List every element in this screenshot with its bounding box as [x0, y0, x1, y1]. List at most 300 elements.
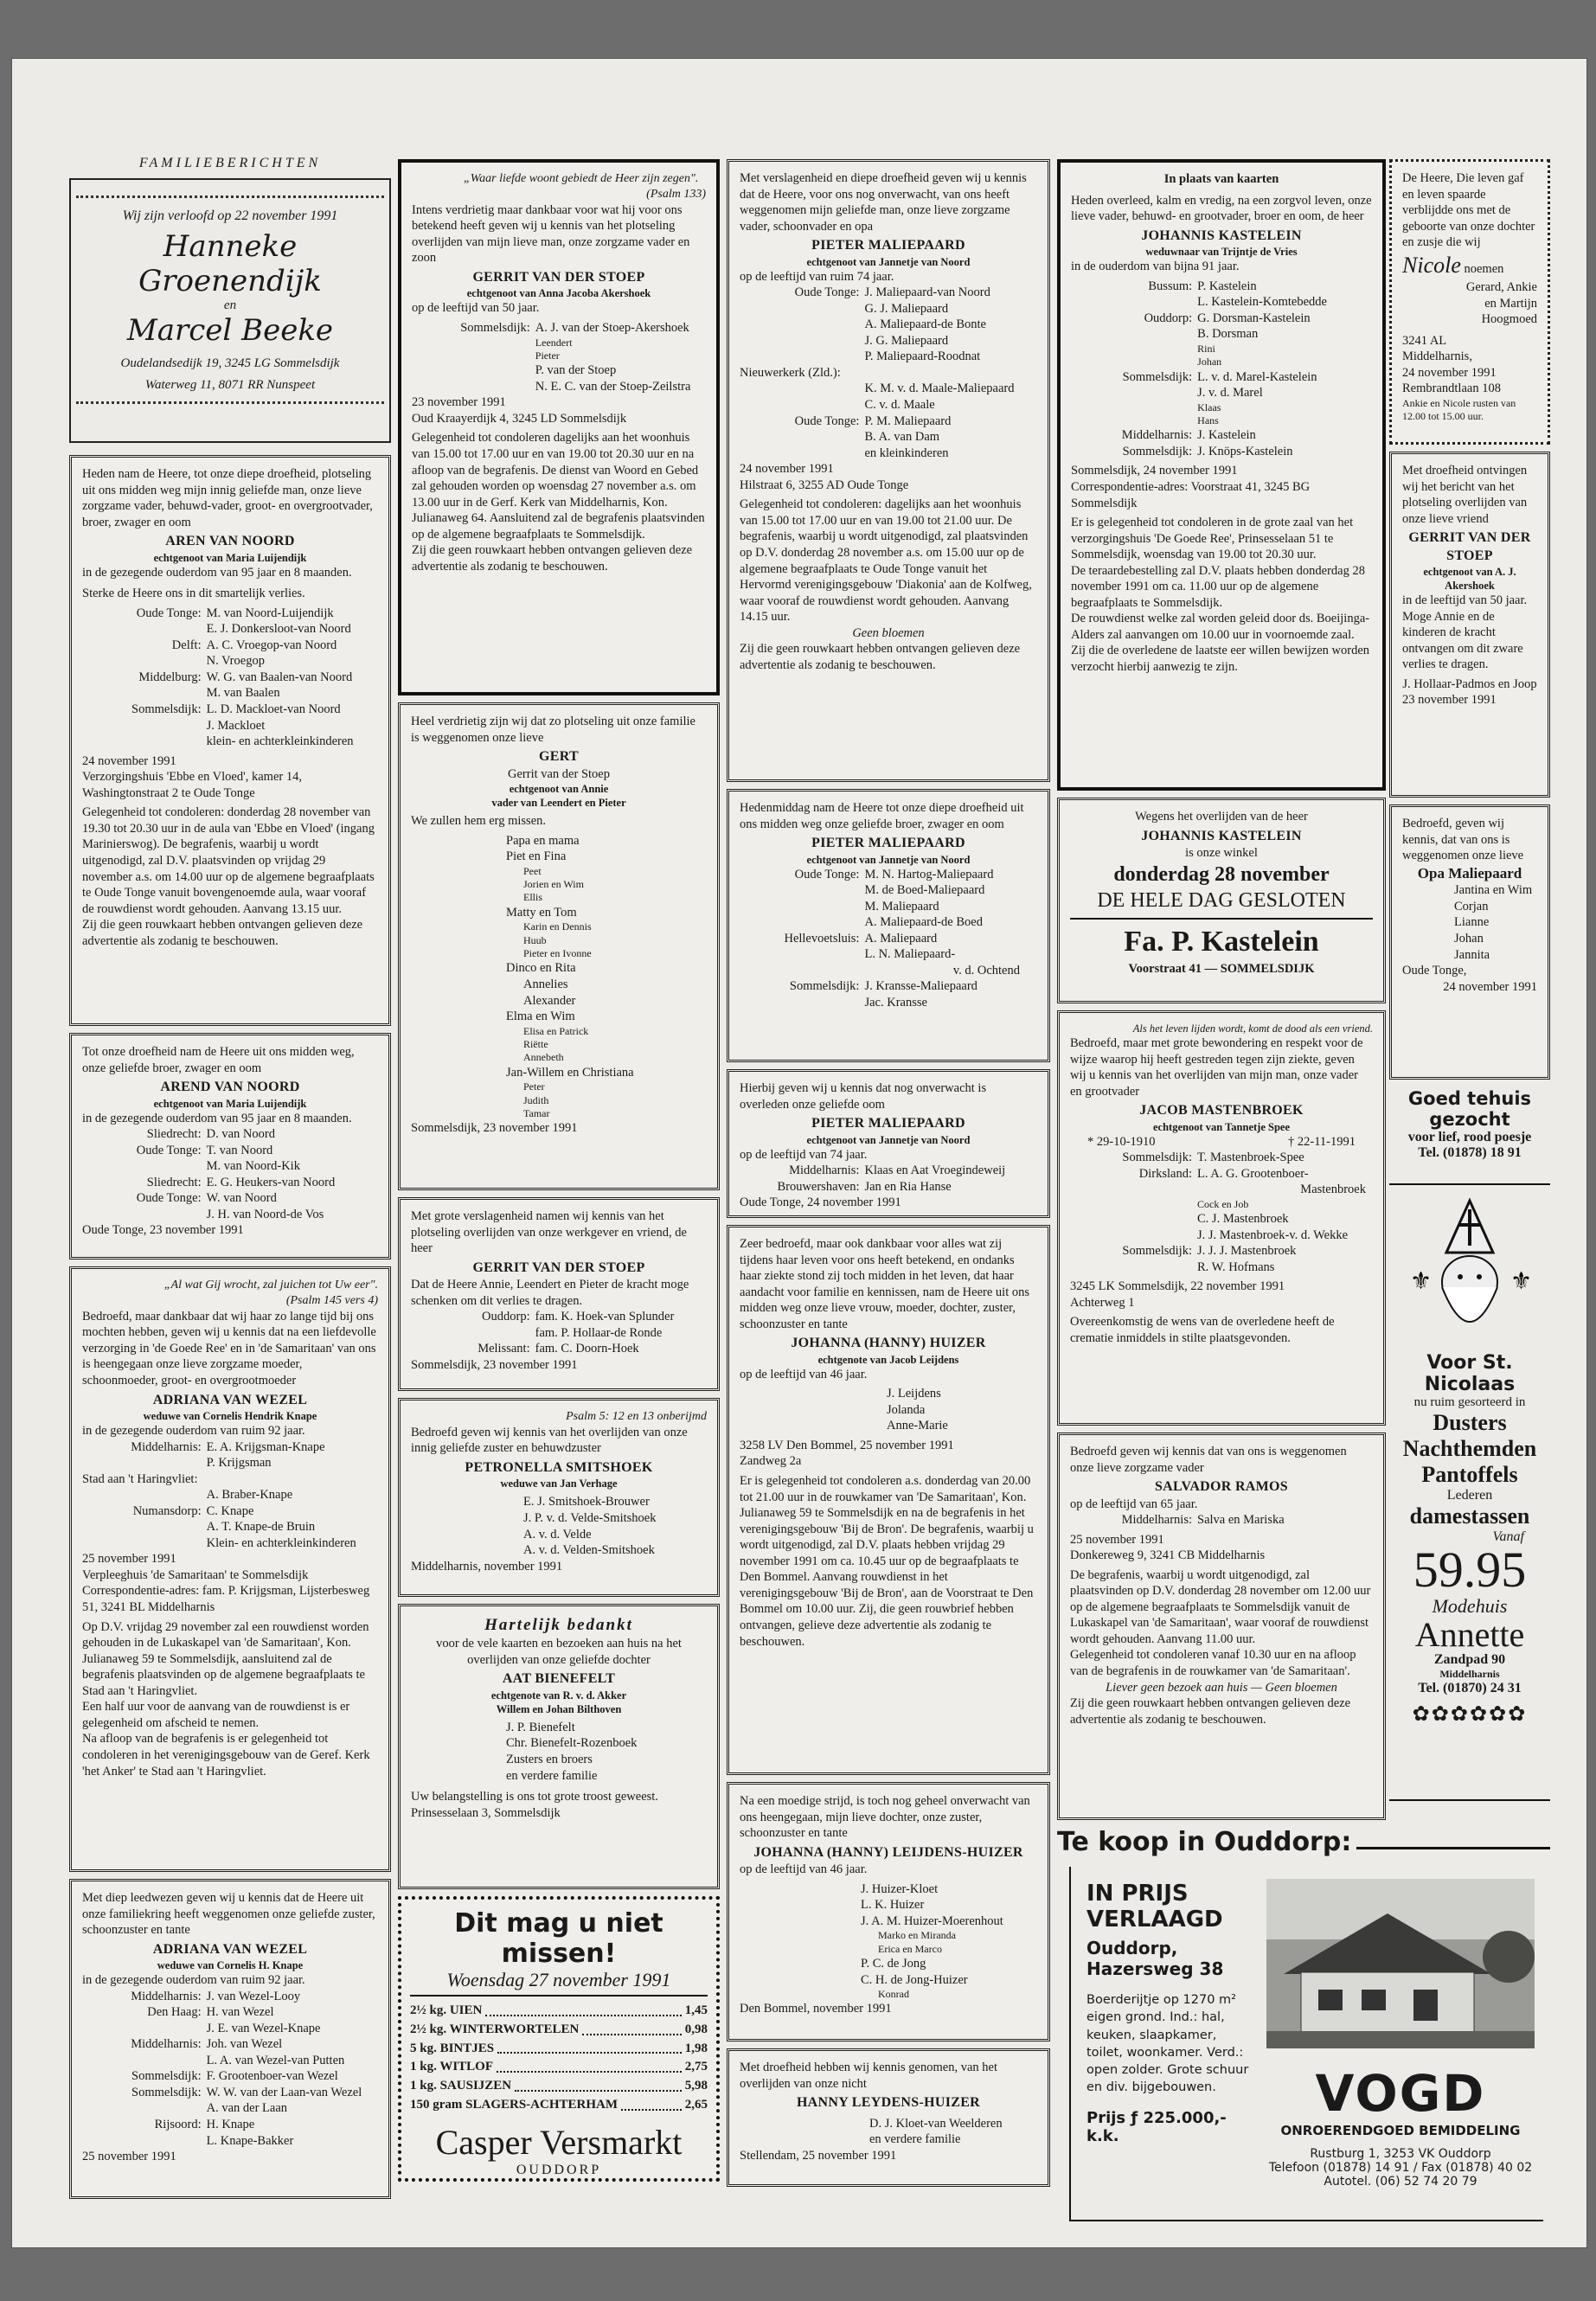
address-line-2: Zandweg 2a: [740, 1454, 802, 1469]
relative-row: Oude Tonge: P. M. Maliepaard: [794, 413, 952, 428]
obituary-aren-van-noord: [69, 455, 391, 1026]
relative-row: M. de Boed-Maliepaard: [864, 883, 985, 898]
relative-row: C. v. d. Maale: [864, 398, 935, 413]
deceased-name: PETRONELLA SMITSHOEK: [465, 1460, 653, 1475]
engagement-intro: Wij zijn verloofd op 22 november 1991: [122, 208, 338, 223]
relative-row: J. G. Maliepaard: [864, 333, 949, 348]
closing-text: Zij die geen rouwkaart hebben ontvangen gelieven deze advertentie als zodanig te beschouwen.: [1070, 1696, 1351, 1727]
relative-row: Nieuwerkerk (Zld.):: [740, 365, 841, 380]
relative-row: J. v. d. Marel: [1197, 386, 1263, 401]
relative-row: Brouwershaven: Jan en Ria Hanse: [777, 1179, 952, 1194]
spouse-line: weduwnaar van Trijntje de Vries: [1145, 246, 1298, 259]
date-line: 25 november 1991: [82, 2150, 176, 2164]
father-line: vader van Leendert en Pieter: [491, 797, 626, 810]
thanks-title: Hartelijk bedankt: [484, 1616, 633, 1634]
quote-header: Als het leven lijden wordt, komt de dood als een vriend.: [1132, 1022, 1373, 1035]
closing-text: Zij die geen rouwkaart hebben ontvangen gelieven deze advertentie als zodanig te beschouwen.: [740, 642, 1021, 672]
obituary-opa-maliepaard: Bedroefd, geven wij kennis, dat van ons is weggenomen onze lieve Opa Maliepaard Jantina en Wim Corjan Lianne Johan Jannita Oude Tonge, 24 november 1991: [1389, 804, 1550, 1080]
relative-row: Oude Tonge: J. Maliepaard-van Noord: [794, 285, 990, 300]
relative-row: Sommelsdijk: W. W. van der Laan-van Wezel: [131, 2085, 362, 2099]
relative-row: Middelharnis: Joh. van Wezel: [131, 2037, 283, 2052]
shop-name: Casper Versmarkt: [435, 2122, 683, 2162]
notice-line: is onze winkel: [1185, 846, 1258, 861]
engagement-announcement: [69, 178, 391, 443]
obituary-arend-van-noord: [69, 1033, 391, 1259]
brand-phone: Telefoon (01878) 14 91 / Fax (01878) 40 02: [1268, 2161, 1533, 2175]
product-row: [410, 2021, 708, 2040]
info-text: De teraardebestelling zal D.V. plaats hebben donderdag 28 november 1991 om ca. 11.00 uur op de algemene begraafplaats te Sommelsdijk.: [1071, 563, 1365, 610]
info-text: Op D.V. vrijdag 29 november zal een rouwdienst worden gehouden in de Lukaskapel van 'de Samaritaan', Kon. Julianaweg 59 te Sommelsdijk, aansluitend zal de begrafenis plaatsvinden op de algemene begraafplaats te Stad aan 't Haringvliet.: [82, 1619, 369, 1698]
product-3: Pantoffels: [1421, 1462, 1518, 1487]
info-text: Overeenkomstig de wens van de overledene heeft de crematie inmiddels in stilte plaatsgevonden.: [1070, 1315, 1335, 1346]
age-line: in de ouderdom van bijna 91 jaar.: [1071, 260, 1240, 274]
birth-text: De Heere, Die leven gaf en leven spaarde verblijdde ons met de geboorte van onze dochter en zusje die wij: [1402, 171, 1535, 250]
relative-row: M. van Noord-Kik: [206, 1159, 300, 1174]
deceased-name: JACOB MASTENBROEK: [1139, 1103, 1304, 1118]
relative-row: Middelburg: W. G. van Baalen-van Noord: [138, 670, 353, 684]
relative-row: Dirksland: L. A. G. Grootenboer-: [1138, 1166, 1309, 1181]
product-label: 2½ kg. UIEN: [410, 2003, 483, 2017]
date-line-2: 24 november 1991: [1443, 979, 1537, 994]
relative-row: P. Maliepaard-Roodnat: [864, 349, 981, 364]
relative-row: Sommelsdijk: J. Knöps-Kastelein: [1122, 444, 1293, 458]
relative-row: Oude Tonge: M. van Noord-Luijendijk: [136, 606, 334, 620]
obituary-text: Heden overleed, kalm en vredig, na een zorgvol leven, onze lieve vader, behuwd- en grootvader, broer en oom, de heer: [1071, 193, 1372, 224]
ad-subtitle: nu ruim gesorteerd in: [1413, 1395, 1526, 1409]
spouse-line: echtgenoot van Jannetje van Noord: [806, 255, 971, 268]
relative-row: Rijsoord: H. Knape: [154, 2118, 255, 2132]
relative-row: Stad aan 't Haringvliet:: [82, 1471, 198, 1486]
relative-row: Oude Tonge: T. van Noord: [136, 1143, 273, 1157]
relative-row: K. M. v. d. Maale-Maliepaard: [864, 381, 1015, 396]
info-text: Gelegenheid tot condoleren vanaf 10.30 uur en na afloop van de begrafenis in de rouwkamer van 'de Samaritaan'.: [1070, 1648, 1356, 1679]
spouse-line: echtgenoot van Jannetje van Noord: [806, 853, 971, 866]
price-prefix: Vanaf: [1492, 1529, 1524, 1544]
deceased-name: ADRIANA VAN WEZEL: [152, 1392, 308, 1407]
info-text: De rouwdienst welke zal worden geleid door ds. Boeijinga-Alders zal aanvangen om 10.00 uur in voornoemde zaal.: [1071, 612, 1370, 642]
relative-row: Jac. Kransse: [864, 995, 927, 1009]
relative-row: Leendert: [535, 336, 573, 349]
spouse-line: echtgenoot van Maria Luijendijk: [153, 551, 307, 564]
product-price: 5,98: [684, 2079, 708, 2093]
obituary-text-2: Dat de Heere Annie, Leendert en Pieter de kracht moge schenken om dit verlies te dragen.: [411, 1278, 689, 1308]
deceased-name: GERRIT VAN DER STOEP: [1408, 530, 1531, 563]
obituary-text: Met diep leedwezen geven wij u kennis dat de Heere uit onze familiekring heeft weggenomen onze geliefde zuster, schoonzuster en tante: [82, 1891, 375, 1938]
visiting-hours: Ankie en Nicole rusten van 12.00 tot 15.00 uur.: [1402, 396, 1516, 423]
deceased-name: PIETER MALIEPAARD: [811, 238, 965, 253]
relative-row: Hans: [1197, 414, 1219, 427]
address-line: Hazersweg 38: [1086, 1958, 1224, 1979]
relative-row: v. d. Ochtend: [952, 963, 1020, 977]
info-text: Na afloop van de begrafenis is er gelegenheid tot condoleren in het verenigingsgebouw van de Geref. Kerk 'het Anker' te Stad aan 't Haringvliet.: [82, 1732, 370, 1779]
children-line: Willem en Johan Bilthoven: [496, 1702, 622, 1715]
price: 59.95: [1413, 1541, 1527, 1598]
address-line: Prinsesselaan 3, Sommelsdijk: [411, 1805, 561, 1820]
relative-row: A. T. Knape-de Bruin: [206, 1520, 316, 1535]
age-line: op de leeftijd van 65 jaar.: [1070, 1497, 1198, 1511]
section-title: FAMILIEBERICHTEN: [138, 156, 322, 170]
relative-row: B. Dorsman: [1197, 327, 1259, 342]
relative-row: Middelharnis: E. A. Krijgsman-Knape: [131, 1439, 325, 1454]
product-row: [410, 2096, 708, 2115]
obituary-adriana-van-wezel-family: [69, 1879, 391, 2199]
ad-title: Dit mag u niet missen!: [454, 1908, 663, 1969]
obituary-hanny-niece: Met droefheid hebben wij kennis genomen, van het overlijden van onze nicht HANNY LEYDENS-HUIZER D. J. Kloet-van Weelderen en verdere familie Stellendam, 25 november 1991: [727, 2048, 1050, 2187]
relative-row: Ouddorp: G. Dorsman-Kastelein: [1144, 311, 1311, 325]
nb-line: Geen bloemen: [852, 625, 925, 640]
shop-name-2: Annette: [1414, 1615, 1525, 1654]
shop-closed-notice: [1057, 798, 1386, 1003]
relative-row: Mastenbroek: [1300, 1183, 1366, 1197]
relative-row: L. N. Maliepaard-: [864, 947, 956, 962]
bible-quote: „Waar liefde woont gebiedt de Heer zijn zegen".: [464, 172, 699, 185]
obituary-text: Zeer bedroefd, maar ook dankbaar voor alles wat zij tijdens haar leven voor ons heeft betekend, en ondanks haar ziekte stond zij toch midden in het leven, dat haar aandacht voor familie en kennissen, nam de Heere uit ons midden weg onze lieve vrouw, moeder, dochter, zuster, schoonzuster en tante: [740, 1237, 1029, 1331]
date-line: 25 november 1991: [1070, 1532, 1164, 1547]
engagement-name-1: Hanneke Groenendijk: [138, 229, 322, 298]
spouse-line: echtgenoot van Anna Jacoba Akershoek: [466, 287, 651, 300]
relative-row: Sommelsdijk: A. J. van der Stoep-Akershoek: [460, 321, 689, 336]
ad-header: In plaats van kaarten: [1163, 172, 1279, 186]
thanks-footer: Uw belangstelling is ons tot grote troost geweest.: [411, 1790, 658, 1804]
obituary-text: Met droefheid hebben wij kennis genomen, van het overlijden van onze nicht: [740, 2061, 997, 2091]
relative-row: R. W. Hofmans: [1197, 1259, 1275, 1274]
ad-title: Goed tehuis gezocht: [1407, 1088, 1532, 1130]
signature-line: J. Hollaar-Padmos en Joop: [1402, 676, 1537, 691]
shop-name: Fa. P. Kastelein: [1124, 926, 1319, 958]
obituary-text: Na een moedige strijd, is toch nog geheel onverwacht van ons heengegaan, mijn lieve dochter, onze zuster, schoonzuster en tante: [740, 1794, 1030, 1841]
relative-row: Klaas: [1197, 401, 1221, 413]
death-date: † 22-11-1991: [1288, 1134, 1356, 1149]
date-line: 25 november 1991: [82, 1552, 176, 1567]
shop-name-1: Modehuis: [1432, 1595, 1508, 1617]
deceased-name: SALVADOR RAMOS: [1154, 1479, 1288, 1495]
casper-versmarkt-ad: [398, 1896, 720, 2182]
obituary-text: Met droefheid ontvingen wij het bericht van het plotseling overlijden van onze lieve vriend: [1402, 464, 1528, 526]
product-list: [410, 2002, 708, 2115]
info-text: Gelegenheid tot condoleren: dagelijks aan het woonhuis van 15.00 tot 17.00 uur en van 19.00 tot 21.00 uur. De begrafenis, waarbij u wordt uitgenodigd, zal plaatsvinden op D.V. donderdag 28 november a.s. om 15.00 uur op de algemene begraafplaats te Oude Tonge vanuit het Hervormd verenigingsgebouw 'Diakonia' aan de Kolfweg, waar vooraf de rouwdienst wordt gehouden. Aanvang 14.15 uur.: [740, 497, 1032, 625]
date-line: 23 november 1991: [1402, 693, 1497, 708]
age-line: op de leeftijd van 46 jaar.: [740, 1367, 868, 1381]
obituary-text: Hierbij geven wij u kennis dat nog onverwacht is overleden onze geliefde oom: [740, 1081, 987, 1112]
relative-row: J. Mackloet: [206, 718, 266, 733]
relative-row: Pieter: [535, 349, 560, 362]
obituary-gert: [398, 702, 720, 1190]
thanks-text: voor de vele kaarten en bezoeken aan huis na het overlijden van onze geliefde dochter: [436, 1637, 682, 1667]
address-line: Donkereweg 9, 3241 CB Middelharnis: [1070, 1548, 1266, 1563]
relative-row: M. Maliepaard: [864, 899, 939, 913]
ad-text: voor lief, rood poesje: [1407, 1130, 1532, 1144]
deceased-name: GERT: [539, 749, 579, 765]
product-price: 1,45: [684, 2003, 708, 2017]
product-price: 2,65: [684, 2097, 708, 2112]
spouse-line: echtgenoot van Tannetje Spee: [1153, 1120, 1290, 1133]
sinterklaas-illustration: [1389, 1192, 1550, 1348]
engagement-and: en: [223, 298, 237, 312]
product-4: damestassen: [1409, 1503, 1530, 1529]
property-price: Prijs ƒ 225.000,- k.k.: [1086, 2108, 1227, 2145]
deceased-name: PIETER MALIEPAARD: [811, 1116, 965, 1131]
obituary-petronella-smitshoek: Psalm 5: 12 en 13 onberijmd Bedroefd geven wij kennis van het overlijden van onze innig geliefde zuster en behuwdzuster PETRONELLA SMITSHOEK weduwe van Jan Verhage E. J. Smitshoek-Brouwer J. P. v. d. Velde-Smitshoek A. v. d. Velde A. v. d. Velden-Smitshoek Middelharnis, november 1991: [398, 1398, 720, 1597]
obituary-text: Bedroefd geven wij kennis van het overlijden van onze innig geliefde zuster en behuwdzuster: [411, 1425, 688, 1456]
product-label: 1 kg. SAUSIJZEN: [410, 2079, 512, 2093]
obituary-maliepaard-siblings: [727, 789, 1050, 1062]
place-line: Ouddorp,: [1086, 1938, 1178, 1958]
closing-text: Zij die geen rouwkaart hebben ontvangen gelieven deze advertentie als zodanig te beschouwen.: [412, 543, 693, 574]
ad-date: Woensdag 27 november 1991: [410, 1969, 708, 1997]
relative-row: J. H. van Noord-de Vos: [206, 1207, 324, 1221]
product-label: 150 gram SLAGERS-ACHTERHAM: [410, 2097, 619, 2112]
obituary-text: Bedroefd, maar dankbaar dat wij haar zo lange tijd bij ons mochten hebben, geven wij u kennis dat na een liefdevolle verzorging in 'de Goede Ree' en in 'de Samaritaan' van ons is heengegaan onze lieve zorgzame moeder, schoonmoeder, groot- en overgrootmoeder: [82, 1309, 376, 1388]
relative-row: Middelharnis: J. van Wezel-Looy: [131, 1989, 301, 2003]
ad-title: Voor St. Nicolaas: [1424, 1352, 1516, 1395]
relative-row: Sliedrecht: E. G. Heukers-van Noord: [146, 1175, 336, 1189]
date-line: Stellendam, 25 november 1991: [740, 2148, 897, 2163]
date-line: Sommelsdijk, 23 november 1991: [411, 1121, 578, 1136]
product-price: 0,98: [684, 2022, 708, 2036]
product-1: Dusters: [1433, 1410, 1507, 1435]
relative-row: N. Vroegop: [206, 654, 265, 669]
spouse-line: echtgenoot van Jannetje van Noord: [806, 1133, 971, 1146]
relative-row: L. A. van Wezel-van Putten: [206, 2053, 345, 2067]
relative-row: Klein- en achterkleinkinderen: [206, 1535, 356, 1550]
brand-subtitle: ONROERENDGOED BEMIDDELING: [1280, 2123, 1521, 2138]
birth-announcement-nicole: De Heere, Die leven gaf en leven spaarde verblijdde ons met de geboorte van onze dochter en zusje die wij Nicole noemen Gerard, Ankie en Martijn Hoogmoed 3241 AL Middelharnis, 24 november 1991 Rembrandtlaan 108 Ankie en Nicole rusten van 12.00 tot 15.00 uur.: [1389, 159, 1550, 445]
deceased-name: Opa Maliepaard: [1417, 864, 1522, 881]
relative-row: Oude Tonge: M. N. Hartog-Maliepaard: [794, 867, 994, 881]
age-line: op de leeftijd van 50 jaar.: [412, 301, 540, 316]
obituary-stoep-employer: [398, 1197, 720, 1391]
full-name: Gerrit van der Stoep: [508, 766, 610, 781]
deceased-name: JOHANNIS KASTELEIN: [1141, 828, 1302, 843]
date-line: Oude Tonge, 24 november 1991: [740, 1195, 901, 1210]
obituary-text: Bedroefd, geven wij kennis, dat van ons is weggenomen onze lieve: [1402, 817, 1524, 863]
quote-line: Sterke de Heere ons in dit smartelijk verlies.: [82, 586, 305, 601]
address-line: Verpleeghuis 'de Samaritaan' te Sommelsdijk: [82, 1567, 309, 1582]
relative-row: Hellevoetsluis: A. Maliepaard: [784, 931, 938, 945]
relative-row: M. van Baalen: [206, 686, 280, 701]
address-line: Oud Kraayerdijk 4, 3245 LD Sommelsdijk: [412, 411, 627, 426]
vogd-real-estate-ad: [1057, 1827, 1550, 2225]
relative-row: N. E. C. van der Stoep-Zeilstra: [535, 379, 691, 394]
spouse-line: echtgenoot van A. J. Akershoek: [1423, 566, 1516, 593]
relative-row: Oude Tonge: W. van Noord: [136, 1191, 277, 1206]
product-label: 5 kg. BINTJES: [410, 2041, 495, 2055]
decorative-flowers: ✿✿✿✿✿✿: [1412, 1703, 1528, 1726]
age-line: op de leeftijd van ruim 74 jaar.: [740, 269, 894, 284]
obituary-gerrit-van-der-stoep: [398, 159, 720, 695]
relative-row: P. van der Stoep: [535, 363, 617, 378]
deceased-name: JOHANNA (HANNY) HUIZER: [791, 1336, 986, 1351]
deceased-name: AAT BIENEFELT: [502, 1671, 616, 1687]
obituary-text: Tot onze droefheid nam de Heere uit ons midden weg, onze geliefde broer, zwager en oom: [82, 1045, 355, 1075]
relative-row: Melissant: fam. C. Doorn-Hoek: [478, 1342, 639, 1356]
obituary-text: Heel verdrietig zijn wij dat zo plotseling uit onze familie is weggenomen onze lieve: [411, 715, 695, 745]
relative-row: fam. P. Hollaar-de Ronde: [535, 1325, 663, 1340]
relative-row: Cock en Job: [1197, 1197, 1249, 1210]
address-line: 3245 LK Sommelsdijk, 22 november 1991: [1070, 1279, 1285, 1294]
brand-cellphone: Autotel. (06) 52 74 20 79: [1324, 2175, 1477, 2189]
notice-intro: Wegens het overlijden van de heer: [1135, 810, 1308, 824]
correspondence-line: Correspondentie-adres: Voorstraat 41, 3245 BG Sommelsdijk: [1071, 480, 1311, 510]
address-line-2: Achterweg 1: [1070, 1295, 1135, 1310]
date-line: Den Bommel, november 1991: [740, 2002, 892, 2016]
relative-row: klein- en achterkleinkinderen: [206, 734, 354, 749]
product-price: 2,75: [684, 2060, 708, 2074]
newspaper-page: [12, 59, 1586, 2247]
bible-ref: (Psalm 145 vers 4): [285, 1293, 378, 1307]
deceased-name: GERRIT VAN DER STOEP: [472, 270, 645, 285]
age-line: in de leeftijd van 50 jaar.: [1402, 593, 1528, 608]
relative-row: Bussum: P. Kastelein: [1148, 279, 1257, 293]
spouse-line: weduwe van Cornelis Hendrik Knape: [143, 1410, 317, 1423]
obituary-maliepaard-nephew: [727, 1069, 1050, 1218]
deceased-name: ADRIANA VAN WEZEL: [152, 1941, 308, 1957]
thank-you-notice: Hartelijk bedankt voor de vele kaarten en bezoeken aan huis na het overlijden van onze geliefde dochter AAT BIENEFELT echtgenote van R. v. d. Akker Willem en Johan Bilthoven J. P. Bienefelt Chr. Bienefelt-Rozenboek Zusters en broers en verdere familie Uw belangstelling is ons tot grote troost geweest. Prinsesselaan 3, Sommelsdijk: [398, 1604, 720, 1889]
relative-row: Sommelsdijk: T. Mastenbroek-Spee: [1122, 1150, 1304, 1165]
product-row: [410, 2002, 708, 2021]
age-line: op de leeftijd van 74 jaar.: [740, 1147, 868, 1162]
date-line: Middelharnis, november 1991: [411, 1559, 563, 1574]
relative-row: J. J. Mastenbroek-v. d. Wekke: [1197, 1227, 1349, 1242]
product-row: [410, 2058, 708, 2077]
age-line: in de gezegende ouderdom van 95 jaar en 8 maanden.: [82, 1111, 352, 1125]
age-line: in de gezegende ouderdom van ruim 92 jaar.: [82, 1973, 305, 1988]
closing-text: Zij die geen rouwkaart hebben ontvangen gelieven deze advertentie als zodanig te beschouwen.: [82, 918, 363, 948]
obituary-hanny-huizer: Zeer bedroefd, maar ook dankbaar voor alles wat zij tijdens haar leven voor ons heeft betekend, en ondanks haar ziekte stond zij toch midden in het leven, dat haar aandacht voor familie en kennissen, nam de Heere uit ons midden weg onze lieve vrouw, moeder, dochter, zuster, schoonzuster en tante JOHANNA (HANNY) HUIZER echtgenote van Jacob Leijdens op de leeftijd van 46 jaar. J. Leijdens Jolanda Anne-Marie 3258 LV Den Bommel, 25 november 1991 Zandweg 2a Er is gelegenheid tot condoleren a.s. donderdag van 20.00 tot 21.00 uur in de rouwkamer van 'De Samaritaan', Kon. Julianaweg 59 te Sommelsdijk en na de begrafenis in het verenigingsgebouw 'Bij de Bron'. De begrafenis, waarbij u wordt uitgenodigd, zal D.V. plaats hebben vrijdag 29 november 1991 om ca. 10.45 uur op de begraafplaats te Den Bommel. Aanvang rouwdienst in het verenigingsgebouw 'Bij de Bron', aan de Voorstraat te Den Bommel om 10.00 uur. Zij, die geen rouwbrief hebben ontvangen, gelieve deze advertentie als zodanig te beschouwen.: [727, 1225, 1050, 1775]
relative-row: A. Maliepaard-de Boed: [864, 915, 983, 930]
date-line: Oude Tonge,: [1402, 964, 1467, 978]
closed-day: donderdag 28 november: [1113, 862, 1330, 886]
bible-ref: (Psalm 133): [646, 187, 706, 201]
obituary-pieter-maliepaard: [727, 159, 1050, 782]
shop-place: Middelharnis: [1439, 1668, 1500, 1680]
relative-row: en kleinkinderen: [864, 445, 949, 460]
info-text: Gelegenheid tot condoleren dagelijks aan het woonhuis van 15.00 tot 17.00 uur en van 19.00 tot 20.30 uur en na afloop van de begrafenis. De dienst van Woord en Gebed zal gehouden worden op woensdag 27 november a.s. om 13.00 uur in de Gerf. Kerk van Middelharnis, Kon. Julianaweg 64. Aansluitend zal de begrafenis plaatsvinden op de algemene begraafplaats te Sommelsdijk.: [412, 431, 705, 542]
relative-row: Johan: [1197, 356, 1222, 369]
obituary-text: Met grote verslagenheid namen wij kennis van het plotseling overlijden van onze werkgever en vriend, de heer: [411, 1209, 687, 1256]
closing-text: Zij die de overledene de laatste eer willen bewijzen worden verzocht hierbij aanwezig te zijn.: [1071, 644, 1370, 675]
engagement-name-2: Marcel Beeke: [126, 313, 334, 348]
date-line: Oude Tonge, 23 november 1991: [82, 1223, 244, 1238]
info-text: De begrafenis, waarbij u wordt uitgenodigd, zal plaatsvinden op D.V. donderdag 28 november om 12.00 uur op de algemene begraafplaats te Sommelsdijk vanuit de Lukaskapel van 'de Samaritaan', waar vooraf de rouwdienst wordt gehouden. Aanvang 11.00 uur.: [1070, 1567, 1371, 1646]
headline-2: VERLAAGD: [1086, 1907, 1223, 1932]
spouse-line: weduwe van Cornelis H. Knape: [157, 1959, 304, 1972]
deceased-name: AREN VAN NOORD: [165, 534, 295, 549]
deceased-name: HANNY LEYDENS-HUIZER: [796, 2095, 981, 2111]
shop-address: Zandpad 90: [1433, 1652, 1506, 1667]
age-line: in de gezegende ouderdom van ruim 92 jaar.: [82, 1424, 305, 1439]
obituary-salvador-ramos: [1057, 1433, 1386, 1820]
relative-row: Sommelsdijk: L. v. d. Marel-Kastelein: [1122, 369, 1317, 384]
property-description: Boerderijtje op 1270 m² eigen grond. Ind.: hal, keuken, slaapkamer, toilet, woonkamer. Verd.: open zolder. Grote schuur en div. bijgebouwen.: [1086, 1993, 1249, 2095]
relative-row: P. Krijgsman: [206, 1456, 272, 1471]
relative-row: Delft: A. C. Vroegop-van Noord: [171, 638, 337, 652]
relative-row: Middelharnis: Salva en Mariska: [1121, 1513, 1285, 1528]
info-text: Er is gelegenheid tot condoleren in de grote zaal van het verzorgingshuis 'De Goede Ree', Prinsesselaan 51 te Sommelsdijk, woensdag van 19.00 tot 20.30 uur.: [1071, 516, 1354, 562]
relative-row: C. J. Mastenbroek: [1197, 1212, 1289, 1227]
address-line: Verzorgingshuis 'Ebbe en Vloed', kamer 14, Washingtonstraat 2 te Oude Tonge: [82, 770, 302, 800]
house-photo: [1266, 1879, 1535, 2048]
obituary-stoep-friends: [1389, 452, 1550, 798]
engagement-addr-1: Oudelandsedijk 19, 3245 LG Sommelsdijk: [120, 356, 340, 370]
spouse-line: echtgenoot van Maria Luijendijk: [153, 1097, 307, 1110]
obituary-text: Bedroefd, maar met grote bewondering en respekt voor de wijze waarop hij heeft gestreden tegen zijn ziekte, geven wij u kennis van het overlijden van mijn man, onze vader en grootvader: [1070, 1036, 1363, 1099]
relative-row: Rini: [1197, 342, 1215, 355]
product-label: 1 kg. WITLOF: [410, 2060, 493, 2074]
relative-row: Sommelsdijk: J. J. J. Mastenbroek: [1122, 1244, 1297, 1259]
info-text: Er is gelegenheid tot condoleren a.s. donderdag van 20.00 tot 21.00 uur in de rouwkamer van 'De Samaritaan', Kon. Julianaweg 59 te Sommelsdijk en na de begrafenis in het verenigingsgebouw 'Bij de Bron'. De begrafenis, waarbij u wordt uitgenodigd, zal D.V. plaats hebben vrijdag 29 november 1991 om ca. 10.45 uur op de begraafplaats te Den Bommel. Aanvang rouwdienst in het verenigingsgebouw 'Bij de Bron', aan de Voorstraat te Den Bommel om 10.00 uur. Zij, die geen rouwbrief hebben ontvangen, gelieve deze advertentie als zodanig te beschouwen.: [740, 1474, 1034, 1649]
spouse-line: echtgenote van Jacob Leijdens: [817, 1353, 959, 1366]
product-label: 2½ kg. WINTERWORTELEN: [410, 2022, 580, 2036]
product-row: [410, 2077, 708, 2096]
date-line: 23 november 1991: [412, 395, 506, 410]
info-text: Een half uur voor de aanvang van de rouwdienst is er gelegenheid om afscheid te nemen.: [82, 1700, 350, 1730]
address-line: Hilstraat 6, 3255 AD Oude Tonge: [740, 478, 909, 492]
age-line: op de leeftijd van 46 jaar.: [740, 1862, 868, 1877]
deceased-name: PIETER MALIEPAARD: [811, 836, 965, 851]
product-2: Nachthemden: [1402, 1436, 1537, 1461]
product-row: [410, 2040, 708, 2059]
relative-row: A. Maliepaard-de Bonte: [864, 317, 986, 332]
relative-row: Middelharnis: Klaas en Aat Vroegindeweij: [789, 1163, 1006, 1178]
relative-row: Den Haag: H. van Wezel: [147, 2005, 274, 2020]
obituary-text: Met verslagenheid en diepe droefheid geven wij u kennis dat de Heere, voor ons nog onverwacht, van ons heeft weggenomen mijn geliefde man, onze lieve zorgzame vader, schoonvader en opa: [740, 171, 1027, 234]
relative-row: Middelharnis: J. Kastelein: [1121, 428, 1256, 443]
brand-address: Rustburg 1, 3253 VK Ouddorp: [1310, 2147, 1491, 2161]
date-line: Sommelsdijk, 24 november 1991: [1071, 464, 1238, 478]
nb-line: Liever geen bezoek aan huis — Geen bloemen: [1106, 1680, 1337, 1695]
cat-home-wanted-ad: [1389, 1088, 1550, 1161]
relative-row: L. Kastelein-Komtebedde: [1197, 295, 1327, 310]
svg-text:⚜: ⚜: [1510, 1266, 1533, 1295]
age-line: in de gezegende ouderdom van 95 jaar en 8 maanden.: [82, 565, 352, 580]
product-4-prefix: Lederen: [1446, 1488, 1493, 1503]
spouse-line: echtgenote van R. v. d. Akker: [490, 1689, 627, 1702]
deceased-name: AREND VAN NOORD: [160, 1080, 300, 1095]
relative-row: B. A. van Dam: [864, 430, 940, 445]
obituary-adriana-van-wezel: [69, 1266, 391, 1872]
headline-1: IN PRIJS: [1086, 1881, 1189, 1907]
obituary-text-2: Moge Annie en de kinderen de kracht ontvangen om dit zware verlies te dragen.: [1402, 609, 1523, 672]
relative-row: Sommelsdijk: F. Grootenboer-van Wezel: [131, 2069, 338, 2084]
date-line: 24 november 1991: [740, 462, 834, 477]
shop-phone: Tel. (01870) 24 31: [1418, 1681, 1522, 1695]
address-line: 3258 LV Den Bommel, 25 november 1991: [740, 1438, 954, 1452]
relative-row: Sommelsdijk: L. D. Mackloet-van Noord: [131, 702, 341, 717]
product-price: 1,98: [684, 2041, 708, 2055]
spouse-line: echtgenoot van Annie: [509, 783, 609, 796]
relative-row: Sliedrecht: D. van Noord: [146, 1127, 275, 1142]
deceased-name: JOHANNIS KASTELEIN: [1141, 228, 1302, 243]
obituary-jacob-mastenbroek: [1057, 1010, 1386, 1426]
spouse-line: weduwe van Jan Verhage: [500, 1477, 618, 1490]
engagement-addr-2: Waterweg 11, 8071 RR Nunspeet: [144, 378, 316, 392]
ad-phone: Tel. (01878) 18 91: [1418, 1145, 1522, 1160]
obituary-text: Bedroefd geven wij kennis dat van ons is weggenomen onze lieve zorgzame vader: [1070, 1445, 1347, 1475]
date-line: Sommelsdijk, 23 november 1991: [411, 1357, 578, 1372]
svg-text:⚜: ⚜: [1410, 1266, 1433, 1295]
relative-row: A. Braber-Knape: [206, 1488, 293, 1503]
relative-row: J. E. van Wezel-Knape: [206, 2021, 321, 2035]
brand-logo: VOGD: [1315, 2064, 1486, 2123]
deceased-name: GERRIT VAN DER STOEP: [472, 1259, 645, 1275]
relative-row: A. van der Laan: [206, 2101, 288, 2116]
obituary-text: Hedenmiddag nam de Heere tot onze diepe droefheid uit ons midden weg onze geliefde broer, zwager en oom: [740, 801, 1024, 831]
baby-name: Nicole: [1402, 252, 1461, 278]
closed-line: DE HELE DAG GESLOTEN: [1070, 888, 1373, 920]
bible-quote: „Al wat Gij wrocht, zal juichen tot Uw eer".: [163, 1279, 378, 1292]
miss-line: We zullen hem erg missen.: [411, 814, 547, 829]
